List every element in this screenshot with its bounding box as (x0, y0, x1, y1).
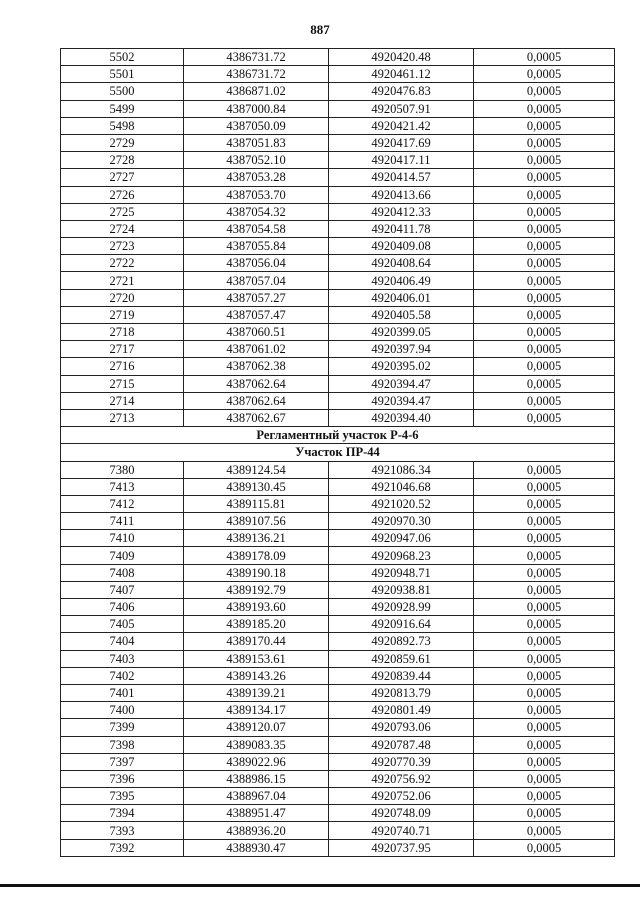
accuracy-cell: 0,0005 (474, 461, 615, 478)
accuracy-cell: 0,0005 (474, 238, 615, 255)
y-coordinate-cell: 4921086.34 (329, 461, 474, 478)
point-number-cell: 2723 (61, 238, 184, 255)
point-number-cell: 7393 (61, 822, 184, 839)
y-coordinate-cell: 4920412.33 (329, 203, 474, 220)
point-number-cell: 2719 (61, 306, 184, 323)
y-coordinate-cell: 4920770.39 (329, 753, 474, 770)
table-row (61, 839, 615, 856)
table-row (61, 599, 615, 616)
point-number-cell: 5498 (61, 117, 184, 134)
accuracy-cell: 0,0005 (474, 667, 615, 684)
point-number-cell: 7395 (61, 788, 184, 805)
point-number-cell: 2728 (61, 152, 184, 169)
x-coordinate-cell: 4388936.20 (184, 822, 329, 839)
table-row (61, 650, 615, 667)
accuracy-cell: 0,0005 (474, 616, 615, 633)
y-coordinate-cell: 4920399.05 (329, 324, 474, 341)
point-number-cell: 2714 (61, 392, 184, 409)
scan-edge-line (0, 884, 640, 887)
x-coordinate-cell: 4389022.96 (184, 753, 329, 770)
accuracy-cell: 0,0005 (474, 289, 615, 306)
section-header: Участок ПР-44 (61, 444, 615, 461)
table-row (61, 547, 615, 564)
accuracy-cell: 0,0005 (474, 272, 615, 289)
accuracy-cell: 0,0005 (474, 564, 615, 581)
point-number-cell: 2729 (61, 134, 184, 151)
y-coordinate-cell: 4920892.73 (329, 633, 474, 650)
x-coordinate-cell: 4386731.72 (184, 66, 329, 83)
accuracy-cell: 0,0005 (474, 495, 615, 512)
accuracy-cell: 0,0005 (474, 152, 615, 169)
y-coordinate-cell: 4920406.01 (329, 289, 474, 306)
x-coordinate-cell: 4387062.67 (184, 409, 329, 426)
x-coordinate-cell: 4386731.72 (184, 49, 329, 66)
page-number: 887 (310, 22, 330, 37)
accuracy-cell: 0,0005 (474, 186, 615, 203)
point-number-cell: 5501 (61, 66, 184, 83)
table-row (61, 805, 615, 822)
accuracy-cell: 0,0005 (474, 513, 615, 530)
y-coordinate-cell: 4920928.99 (329, 599, 474, 616)
x-coordinate-cell: 4387060.51 (184, 324, 329, 341)
point-number-cell: 2715 (61, 375, 184, 392)
x-coordinate-cell: 4387062.38 (184, 358, 329, 375)
table-row (61, 117, 615, 134)
x-coordinate-cell: 4387052.10 (184, 152, 329, 169)
x-coordinate-cell: 4389192.79 (184, 581, 329, 598)
table-row (61, 169, 615, 186)
accuracy-cell: 0,0005 (474, 358, 615, 375)
table-row (61, 238, 615, 255)
accuracy-cell: 0,0005 (474, 650, 615, 667)
table-row (61, 152, 615, 169)
y-coordinate-cell: 4920405.58 (329, 306, 474, 323)
point-number-cell: 2725 (61, 203, 184, 220)
table-row (61, 203, 615, 220)
point-number-cell: 7409 (61, 547, 184, 564)
accuracy-cell: 0,0005 (474, 599, 615, 616)
accuracy-cell: 0,0005 (474, 805, 615, 822)
y-coordinate-cell: 4920970.30 (329, 513, 474, 530)
y-coordinate-cell: 4921020.52 (329, 495, 474, 512)
point-number-cell: 7411 (61, 513, 184, 530)
y-coordinate-cell: 4920968.23 (329, 547, 474, 564)
y-coordinate-cell: 4920948.71 (329, 564, 474, 581)
y-coordinate-cell: 4920752.06 (329, 788, 474, 805)
table-row (61, 66, 615, 83)
table-row (61, 83, 615, 100)
y-coordinate-cell: 4920408.64 (329, 255, 474, 272)
x-coordinate-cell: 4388951.47 (184, 805, 329, 822)
y-coordinate-cell: 4920938.81 (329, 581, 474, 598)
table-row (61, 633, 615, 650)
point-number-cell: 7410 (61, 530, 184, 547)
point-number-cell: 2727 (61, 169, 184, 186)
accuracy-cell: 0,0005 (474, 702, 615, 719)
x-coordinate-cell: 4387062.64 (184, 375, 329, 392)
point-number-cell: 2718 (61, 324, 184, 341)
point-number-cell: 5500 (61, 83, 184, 100)
point-number-cell: 7380 (61, 461, 184, 478)
y-coordinate-cell: 4920414.57 (329, 169, 474, 186)
table-row (61, 770, 615, 787)
accuracy-cell: 0,0005 (474, 822, 615, 839)
point-number-cell: 7402 (61, 667, 184, 684)
table-row (61, 186, 615, 203)
y-coordinate-cell: 4920801.49 (329, 702, 474, 719)
point-number-cell: 2720 (61, 289, 184, 306)
table-row (61, 478, 615, 495)
x-coordinate-cell: 4387053.70 (184, 186, 329, 203)
table-row (61, 341, 615, 358)
y-coordinate-cell: 4920409.08 (329, 238, 474, 255)
x-coordinate-cell: 4387057.04 (184, 272, 329, 289)
point-number-cell: 7407 (61, 581, 184, 598)
table-row (61, 461, 615, 478)
x-coordinate-cell: 4387000.84 (184, 100, 329, 117)
table-row (61, 581, 615, 598)
x-coordinate-cell: 4389115.81 (184, 495, 329, 512)
x-coordinate-cell: 4387062.64 (184, 392, 329, 409)
x-coordinate-cell: 4389130.45 (184, 478, 329, 495)
table-row (61, 788, 615, 805)
table-row (61, 272, 615, 289)
y-coordinate-cell: 4920839.44 (329, 667, 474, 684)
accuracy-cell: 0,0005 (474, 530, 615, 547)
accuracy-cell: 0,0005 (474, 341, 615, 358)
accuracy-cell: 0,0005 (474, 100, 615, 117)
accuracy-cell: 0,0005 (474, 255, 615, 272)
table-row (61, 530, 615, 547)
y-coordinate-cell: 4920421.42 (329, 117, 474, 134)
accuracy-cell: 0,0005 (474, 49, 615, 66)
x-coordinate-cell: 4389190.18 (184, 564, 329, 581)
section-header-row (61, 427, 615, 444)
table-row (61, 409, 615, 426)
y-coordinate-cell: 4920756.92 (329, 770, 474, 787)
y-coordinate-cell: 4920461.12 (329, 66, 474, 83)
y-coordinate-cell: 4920859.61 (329, 650, 474, 667)
y-coordinate-cell: 4920397.94 (329, 341, 474, 358)
point-number-cell: 7398 (61, 736, 184, 753)
accuracy-cell: 0,0005 (474, 392, 615, 409)
table-row (61, 392, 615, 409)
table-row (61, 134, 615, 151)
x-coordinate-cell: 4389083.35 (184, 736, 329, 753)
table-row (61, 667, 615, 684)
point-number-cell: 5502 (61, 49, 184, 66)
accuracy-cell: 0,0005 (474, 324, 615, 341)
accuracy-cell: 0,0005 (474, 203, 615, 220)
y-coordinate-cell: 4920394.47 (329, 375, 474, 392)
table-row (61, 616, 615, 633)
point-number-cell: 7404 (61, 633, 184, 650)
table-row (61, 753, 615, 770)
table-row (61, 324, 615, 341)
x-coordinate-cell: 4389124.54 (184, 461, 329, 478)
point-number-cell: 7405 (61, 616, 184, 633)
accuracy-cell: 0,0005 (474, 633, 615, 650)
x-coordinate-cell: 4387054.58 (184, 220, 329, 237)
table-row (61, 358, 615, 375)
x-coordinate-cell: 4389153.61 (184, 650, 329, 667)
x-coordinate-cell: 4388930.47 (184, 839, 329, 856)
point-number-cell: 7401 (61, 684, 184, 701)
table-row (61, 306, 615, 323)
y-coordinate-cell: 4920748.09 (329, 805, 474, 822)
accuracy-cell: 0,0005 (474, 66, 615, 83)
accuracy-cell: 0,0005 (474, 409, 615, 426)
y-coordinate-cell: 4920740.71 (329, 822, 474, 839)
x-coordinate-cell: 4387056.04 (184, 255, 329, 272)
point-number-cell: 2721 (61, 272, 184, 289)
x-coordinate-cell: 4388986.15 (184, 770, 329, 787)
x-coordinate-cell: 4387054.32 (184, 203, 329, 220)
point-number-cell: 7396 (61, 770, 184, 787)
x-coordinate-cell: 4387057.47 (184, 306, 329, 323)
x-coordinate-cell: 4389120.07 (184, 719, 329, 736)
accuracy-cell: 0,0005 (474, 375, 615, 392)
x-coordinate-cell: 4386871.02 (184, 83, 329, 100)
table-row (61, 100, 615, 117)
y-coordinate-cell: 4921046.68 (329, 478, 474, 495)
y-coordinate-cell: 4920793.06 (329, 719, 474, 736)
x-coordinate-cell: 4387061.02 (184, 341, 329, 358)
table-row (61, 49, 615, 66)
accuracy-cell: 0,0005 (474, 581, 615, 598)
y-coordinate-cell: 4920395.02 (329, 358, 474, 375)
x-coordinate-cell: 4387057.27 (184, 289, 329, 306)
x-coordinate-cell: 4389139.21 (184, 684, 329, 701)
x-coordinate-cell: 4389185.20 (184, 616, 329, 633)
y-coordinate-cell: 4920417.69 (329, 134, 474, 151)
y-coordinate-cell: 4920916.64 (329, 616, 474, 633)
accuracy-cell: 0,0005 (474, 117, 615, 134)
table-row (61, 220, 615, 237)
point-number-cell: 2716 (61, 358, 184, 375)
point-number-cell: 7408 (61, 564, 184, 581)
y-coordinate-cell: 4920507.91 (329, 100, 474, 117)
accuracy-cell: 0,0005 (474, 788, 615, 805)
point-number-cell: 2726 (61, 186, 184, 203)
accuracy-cell: 0,0005 (474, 220, 615, 237)
x-coordinate-cell: 4389107.56 (184, 513, 329, 530)
table-row (61, 375, 615, 392)
point-number-cell: 7394 (61, 805, 184, 822)
y-coordinate-cell: 4920737.95 (329, 839, 474, 856)
accuracy-cell: 0,0005 (474, 547, 615, 564)
table-row (61, 289, 615, 306)
y-coordinate-cell: 4920411.78 (329, 220, 474, 237)
x-coordinate-cell: 4387053.28 (184, 169, 329, 186)
point-number-cell: 2722 (61, 255, 184, 272)
point-number-cell: 7399 (61, 719, 184, 736)
accuracy-cell: 0,0005 (474, 83, 615, 100)
y-coordinate-cell: 4920413.66 (329, 186, 474, 203)
table-row (61, 684, 615, 701)
table-row (61, 495, 615, 512)
section-header-row (61, 444, 615, 461)
accuracy-cell: 0,0005 (474, 719, 615, 736)
y-coordinate-cell: 4920947.06 (329, 530, 474, 547)
accuracy-cell: 0,0005 (474, 753, 615, 770)
accuracy-cell: 0,0005 (474, 770, 615, 787)
accuracy-cell: 0,0005 (474, 736, 615, 753)
x-coordinate-cell: 4389136.21 (184, 530, 329, 547)
accuracy-cell: 0,0005 (474, 478, 615, 495)
table-row (61, 822, 615, 839)
x-coordinate-cell: 4389193.60 (184, 599, 329, 616)
table-row (61, 564, 615, 581)
section-header: Регламентный участок Р-4-6 (61, 427, 615, 444)
y-coordinate-cell: 4920417.11 (329, 152, 474, 169)
point-number-cell: 7397 (61, 753, 184, 770)
y-coordinate-cell: 4920420.48 (329, 49, 474, 66)
table-row (61, 736, 615, 753)
y-coordinate-cell: 4920476.83 (329, 83, 474, 100)
y-coordinate-cell: 4920813.79 (329, 684, 474, 701)
x-coordinate-cell: 4389134.17 (184, 702, 329, 719)
accuracy-cell: 0,0005 (474, 134, 615, 151)
point-number-cell: 2717 (61, 341, 184, 358)
point-number-cell: 7400 (61, 702, 184, 719)
point-number-cell: 5499 (61, 100, 184, 117)
accuracy-cell: 0,0005 (474, 684, 615, 701)
point-number-cell: 7403 (61, 650, 184, 667)
point-number-cell: 2724 (61, 220, 184, 237)
x-coordinate-cell: 4389178.09 (184, 547, 329, 564)
y-coordinate-cell: 4920787.48 (329, 736, 474, 753)
coordinates-table (60, 48, 615, 857)
point-number-cell: 7406 (61, 599, 184, 616)
table-row (61, 513, 615, 530)
x-coordinate-cell: 4387050.09 (184, 117, 329, 134)
point-number-cell: 7392 (61, 839, 184, 856)
accuracy-cell: 0,0005 (474, 839, 615, 856)
table-row (61, 255, 615, 272)
point-number-cell: 2713 (61, 409, 184, 426)
table-row (61, 702, 615, 719)
x-coordinate-cell: 4388967.04 (184, 788, 329, 805)
x-coordinate-cell: 4389143.26 (184, 667, 329, 684)
accuracy-cell: 0,0005 (474, 306, 615, 323)
point-number-cell: 7412 (61, 495, 184, 512)
y-coordinate-cell: 4920406.49 (329, 272, 474, 289)
x-coordinate-cell: 4387055.84 (184, 238, 329, 255)
y-coordinate-cell: 4920394.47 (329, 392, 474, 409)
x-coordinate-cell: 4389170.44 (184, 633, 329, 650)
x-coordinate-cell: 4387051.83 (184, 134, 329, 151)
y-coordinate-cell: 4920394.40 (329, 409, 474, 426)
table-row (61, 719, 615, 736)
accuracy-cell: 0,0005 (474, 169, 615, 186)
coordinates-table-body (61, 49, 615, 857)
point-number-cell: 7413 (61, 478, 184, 495)
